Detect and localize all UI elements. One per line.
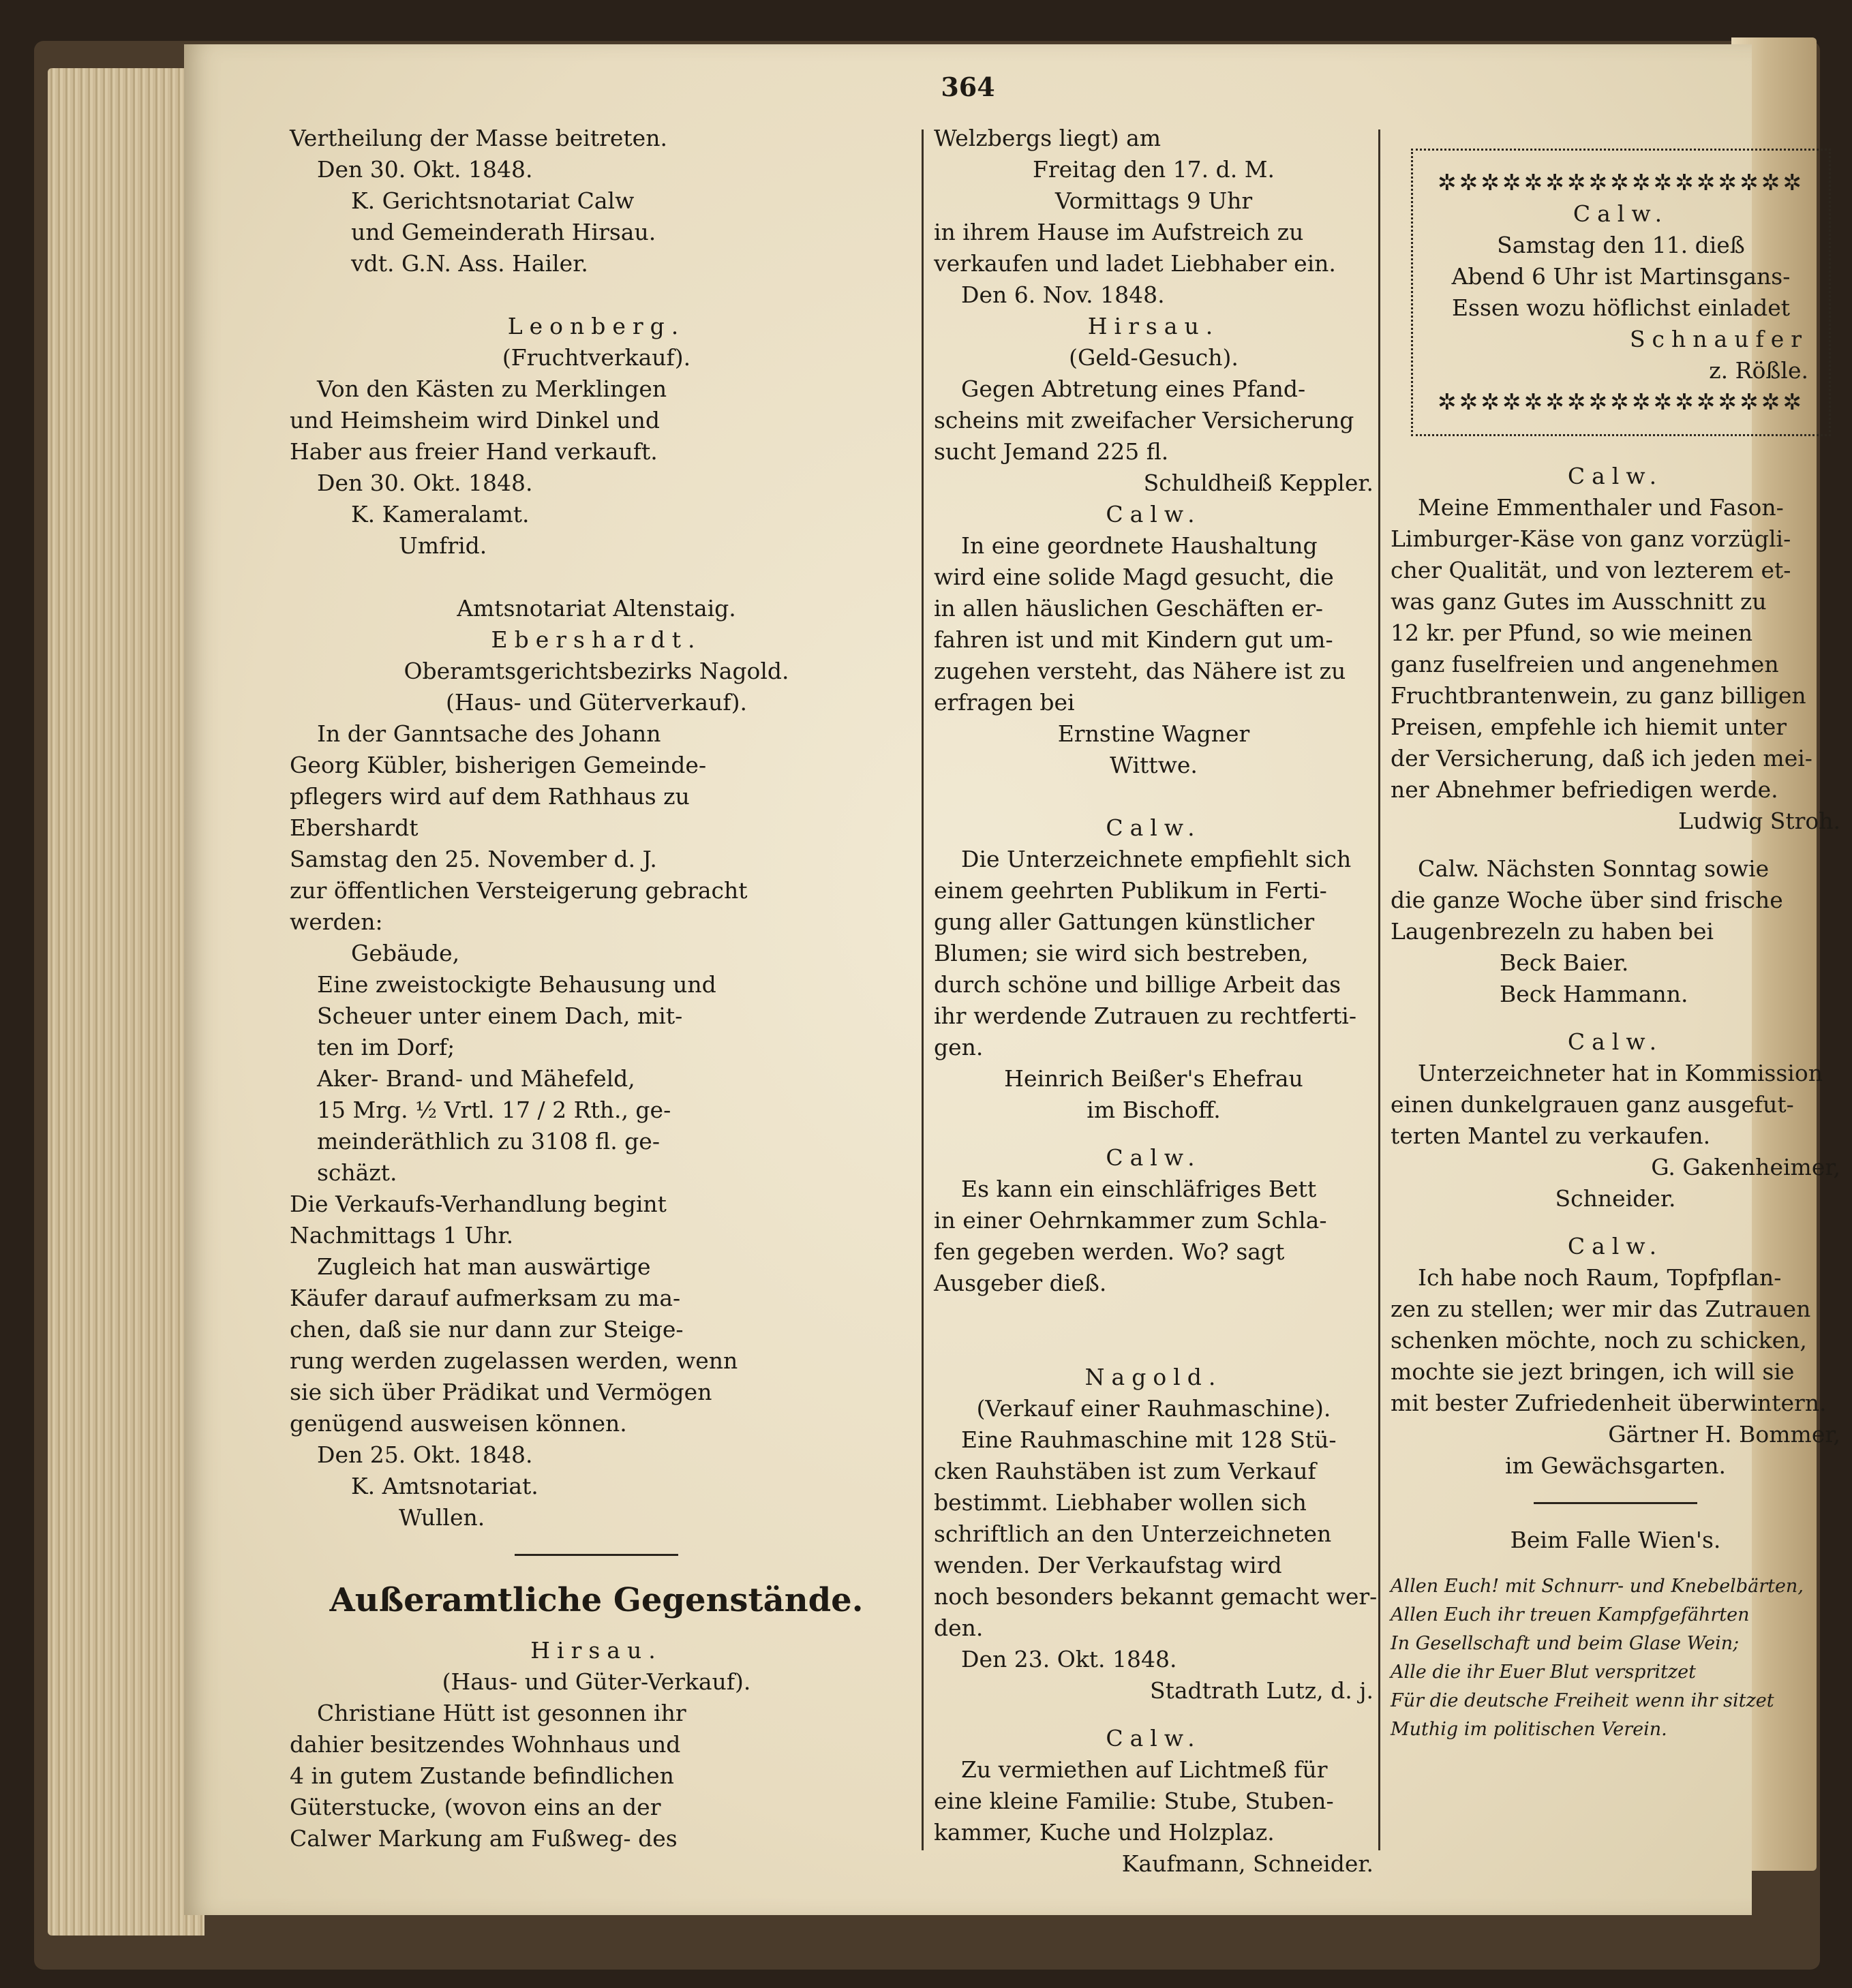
text-line: 4 in gutem Zustande befindlichen [290, 1762, 674, 1789]
text-line: schriftlich an den Unterzeichneten [934, 1520, 1332, 1547]
text-line: (Geld-Gesuch). [1069, 344, 1239, 371]
star-border-top: ✲✲✲✲✲✲✲✲✲✲✲✲✲✲✲✲✲ [1437, 169, 1805, 196]
text-line: Umfrid. [399, 532, 487, 559]
section-heading: Außeramtliche Gegenstände. [329, 1581, 864, 1619]
text-line: chen, daß sie nur dann zur Steige- [290, 1316, 684, 1343]
ad-line: Schnaufer [1629, 326, 1808, 352]
text-line: Stadtrath Lutz, d. j. [1149, 1677, 1373, 1704]
text-line: Die Unterzeichnete empfiehlt sich [961, 846, 1352, 872]
text-line: Hirsau. [1087, 313, 1220, 339]
text-line: pflegers wird auf dem Rathhaus zu [290, 783, 690, 810]
text-line: 12 kr. per Pfund, so wie meinen [1391, 620, 1753, 646]
text-line: fahren ist und mit Kindern gut um- [934, 626, 1333, 653]
text-line: Calw. [1106, 1725, 1202, 1752]
column-left [290, 123, 903, 1854]
text-line: erfragen bei [934, 689, 1075, 716]
text-line: Calw. [1567, 1028, 1664, 1055]
text-line: einem geehrten Publikum in Ferti- [934, 877, 1327, 904]
text-line: Den 30. Okt. 1848. [317, 156, 533, 183]
text-line: Eine zweistockigte Behausung und [317, 971, 716, 998]
spacer [290, 279, 903, 311]
text-line: Den 30. Okt. 1848. [317, 470, 533, 496]
text-line: cher Qualität, und von lezterem et- [1391, 557, 1791, 583]
text-line: In Gesellschaft und beim Glase Wein; [1391, 1633, 1740, 1654]
text-line: Calw. [1106, 1144, 1202, 1171]
text-line: eine kleine Familie: Stube, Stuben- [934, 1788, 1334, 1814]
text-line: Allen Euch ihr treuen Kampfgefährten [1391, 1604, 1750, 1625]
ad-line: z. Rößle. [1709, 357, 1808, 384]
spacer [1391, 1556, 1840, 1572]
text-line: werden: [290, 908, 383, 935]
text-line: Beck Baier. [1500, 949, 1629, 976]
text-line: (Haus- und Güter-Verkauf). [442, 1668, 751, 1695]
text-line: ten im Dorf; [317, 1034, 455, 1060]
text-line: und Gemeinderath Hirsau. [351, 219, 656, 245]
text-line: gen. [934, 1034, 984, 1060]
text-line: Güterstucke, (wovon eins an der [290, 1794, 661, 1820]
text-line: Heinrich Beißer's Ehefrau [1004, 1065, 1303, 1092]
text-line: zugehen versteht, das Nähere ist zu [934, 658, 1346, 684]
text-line: in allen häuslichen Geschäften er- [934, 595, 1324, 622]
text-line: meinderäthlich zu 3108 fl. ge- [317, 1128, 660, 1154]
column-divider-left [922, 129, 924, 1850]
text-line: Nachmittags 1 Uhr. [290, 1222, 514, 1249]
text-line: Schneider. [1555, 1185, 1676, 1212]
text-line: fen gegeben werden. Wo? sagt [934, 1238, 1285, 1265]
text-line: verkaufen und ladet Liebhaber ein. [934, 250, 1336, 277]
text-line: Nagold. [1084, 1364, 1223, 1390]
section-rule [515, 1554, 678, 1556]
spacer [1391, 1214, 1840, 1231]
text-line: in einer Oehrnkammer zum Schla- [934, 1207, 1327, 1234]
text-line: terten Mantel zu verkaufen. [1391, 1122, 1711, 1149]
text-line: Die Verkaufs-Verhandlung begint [290, 1191, 667, 1217]
text-line: wenden. Der Verkaufstag wird [934, 1552, 1282, 1578]
text-line: In der Ganntsache des Johann [317, 720, 661, 747]
text-line: ner Abnehmer befriedigen werde. [1391, 776, 1778, 803]
text-line: genügend ausweisen können. [290, 1410, 627, 1437]
text-line: Calw. [1567, 463, 1664, 489]
text-line: In eine geordnete Haushaltung [961, 532, 1318, 559]
spacer [1391, 837, 1840, 853]
text-line: Samstag den 25. November d. J. [290, 846, 657, 872]
spacer [290, 562, 903, 593]
text-line: Calw. [1567, 1233, 1664, 1259]
text-line: Aker- Brand- und Mähefeld, [317, 1065, 635, 1092]
text-line: mit bester Zufriedenheit überwintern. [1391, 1390, 1827, 1416]
text-line: Den 25. Okt. 1848. [317, 1441, 533, 1468]
text-line: Calw. [1106, 501, 1202, 527]
text-line: Den 6. Nov. 1848. [961, 281, 1165, 308]
text-line: im Gewächsgarten. [1505, 1452, 1726, 1479]
text-line: Calw. [1106, 814, 1202, 841]
ad-line: Samstag den 11. dieß [1497, 232, 1745, 258]
text-line: Beck Hammann. [1500, 981, 1688, 1007]
text-line: Freitag den 17. d. M. [1032, 156, 1275, 183]
text-line: K. Amtsnotariat. [351, 1473, 538, 1499]
text-line: sucht Jemand 225 fl. [934, 438, 1169, 465]
text-line: Gegen Abtretung eines Pfand- [961, 376, 1306, 402]
page-stack-left [48, 68, 204, 1936]
text-line: Calw. Nächsten Sonntag sowie [1418, 855, 1770, 882]
text-line: Ernstine Wagner [1057, 720, 1250, 747]
text-line: (Haus- und Güterverkauf). [446, 689, 747, 716]
spacer [1391, 1010, 1840, 1026]
text-line: Vormittags 9 Uhr [1054, 187, 1253, 214]
text-line: Beim Falle Wien's. [1510, 1527, 1721, 1553]
text-line: ganz fuselfreien und angenehmen [1391, 651, 1779, 677]
text-line: Zugleich hat man auswärtige [317, 1253, 651, 1280]
text-line: Allen Euch! mit Schnurr- und Knebelbärten, [1391, 1576, 1804, 1597]
text-line: Gebäude, [351, 940, 460, 966]
text-line: K. Gerichtsnotariat Calw [351, 187, 635, 214]
text-line: G. Gakenheimer, [1651, 1154, 1840, 1180]
text-line: im Bischoff. [1087, 1097, 1221, 1123]
star-border-bottom: ✲✲✲✲✲✲✲✲✲✲✲✲✲✲✲✲✲ [1437, 388, 1805, 415]
text-line: Limburger-Käse von ganz vorzügli- [1391, 525, 1791, 552]
text-line: Eine Rauhmaschine mit 128 Stü- [961, 1426, 1337, 1453]
ad-line: Calw. [1573, 200, 1669, 227]
text-line: Meine Emmenthaler und Fason- [1418, 494, 1784, 521]
text-line: Laugenbrezeln zu haben bei [1391, 918, 1714, 945]
martinsgans-ad-box [1411, 149, 1831, 436]
text-line: Alle die ihr Euer Blut verspritzet [1391, 1662, 1696, 1683]
text-line: Gärtner H. Bommer, [1608, 1421, 1840, 1448]
text-line: wird eine solide Magd gesucht, die [934, 564, 1334, 590]
spacer [934, 781, 1373, 812]
text-line: Käufer darauf aufmerksam zu ma- [290, 1285, 681, 1311]
text-line: schenken möchte, noch zu schicken, [1391, 1327, 1807, 1354]
text-line: 15 Mrg. ½ Vrtl. 17 / 2 Rth., ge- [317, 1097, 671, 1123]
text-line: Von den Kästen zu Merklingen [317, 376, 667, 402]
text-line: Blumen; sie wird sich bestreben, [934, 940, 1309, 966]
ad-line: Abend 6 Uhr ist Martinsgans- [1451, 263, 1791, 290]
text-line: durch schöne und billige Arbeit das [934, 971, 1341, 998]
text-line: Ludwig Stroh. [1678, 808, 1840, 834]
text-line: Für die deutsche Freiheit wenn ihr sitzet [1391, 1690, 1774, 1711]
text-line: Fruchtbrantenwein, zu ganz billigen [1391, 682, 1806, 709]
text-line: die ganze Woche über sind frische [1391, 887, 1783, 913]
text-line: (Verkauf einer Rauhmaschine). [976, 1395, 1331, 1422]
text-line: bestimmt. Liebhaber wollen sich [934, 1489, 1307, 1516]
text-line: dahier besitzendes Wohnhaus und [290, 1731, 681, 1758]
column-right [1391, 123, 1840, 1744]
text-line: Leonberg. [507, 313, 686, 339]
text-line: Kaufmann, Schneider. [1121, 1850, 1373, 1877]
text-line: Ebershardt [290, 814, 419, 841]
spacer [934, 1707, 1373, 1723]
spacer [934, 1126, 1373, 1142]
column-divider-right [1378, 129, 1380, 1850]
text-line: Christiane Hütt ist gesonnen ihr [317, 1700, 686, 1726]
text-line: Wittwe. [1110, 752, 1198, 778]
text-line: (Fruchtverkauf). [502, 344, 691, 371]
text-line: der Versicherung, daß ich jeden mei- [1391, 745, 1812, 771]
column-right-body [1391, 461, 1840, 1744]
text-line: Schuldheiß Keppler. [1143, 470, 1373, 496]
text-line: Oberamtsgerichtsbezirks Nagold. [404, 658, 789, 684]
text-line: K. Kameralamt. [351, 501, 530, 527]
text-line: Vertheilung der Masse beitreten. [290, 125, 667, 151]
text-line: zur öffentlichen Versteigerung gebracht [290, 877, 748, 904]
column-middle [934, 123, 1378, 1880]
text-line: Ausgeber dieß. [934, 1270, 1107, 1296]
text-line: Muthig im politischen Verein. [1391, 1719, 1667, 1740]
text-line: den. [934, 1615, 984, 1641]
text-line: gung aller Gattungen künstlicher [934, 908, 1315, 935]
text-line: Wullen. [399, 1504, 485, 1531]
text-line: cken Rauhstäben ist zum Verkauf [934, 1458, 1316, 1484]
text-line: Den 23. Okt. 1848. [961, 1646, 1177, 1672]
text-line: Unterzeichneter hat in Kommission [1418, 1060, 1823, 1086]
text-line: Zu vermiethen auf Lichtmeß für [961, 1756, 1328, 1783]
text-line: rung werden zugelassen werden, wenn [290, 1347, 738, 1374]
text-line: vdt. G.N. Ass. Hailer. [351, 250, 588, 277]
text-line: und Heimsheim wird Dinkel und [290, 407, 660, 433]
newspaper-page [184, 44, 1840, 1915]
text-line: Es kann ein einschläfriges Bett [961, 1176, 1317, 1202]
text-line: einen dunkelgrauen ganz ausgefut- [1391, 1091, 1794, 1118]
ad-line: Essen wozu höflichst einladet [1451, 294, 1791, 321]
text-line: Ich habe noch Raum, Topfpflan- [1418, 1264, 1782, 1291]
text-line: kammer, Kuche und Holzplaz. [934, 1819, 1275, 1846]
text-line: noch besonders bekannt gemacht wer- [934, 1583, 1378, 1610]
text-line: Hirsau. [530, 1637, 663, 1664]
text-line: Amtsnotariat Altenstaig. [457, 595, 736, 622]
text-line: was ganz Gutes im Ausschnitt zu [1391, 588, 1767, 615]
text-line: ihr werdende Zutrauen zu rechtferti- [934, 1003, 1357, 1029]
text-line: Haber aus freier Hand verkauft. [290, 438, 658, 465]
text-line: Georg Kübler, bisherigen Gemeinde- [290, 752, 707, 778]
text-line: Welzbergs liegt) am [934, 125, 1162, 151]
text-line: Scheuer unter einem Dach, mit- [317, 1003, 683, 1029]
text-line: sie sich über Prädikat und Vermögen [290, 1379, 712, 1405]
page-number: 364 [941, 72, 995, 102]
text-line: zen zu stellen; wer mir das Zutrauen [1391, 1296, 1811, 1322]
text-line: Preisen, empfehle ich hiemit unter [1391, 714, 1787, 740]
text-line: Calwer Markung am Fußweg- des [290, 1825, 678, 1852]
text-line: mochte sie jezt bringen, ich will sie [1391, 1358, 1795, 1385]
martinsgans-ad-text [1433, 198, 1808, 386]
spacer [934, 1299, 1373, 1330]
section-rule [1534, 1502, 1697, 1504]
spacer [934, 1330, 1373, 1362]
text-line: Ebershardt. [491, 626, 702, 653]
text-line: in ihrem Hause im Aufstreich zu [934, 219, 1304, 245]
text-line: scheins mit zweifacher Versicherung [934, 407, 1354, 433]
text-line: schäzt. [317, 1159, 397, 1186]
